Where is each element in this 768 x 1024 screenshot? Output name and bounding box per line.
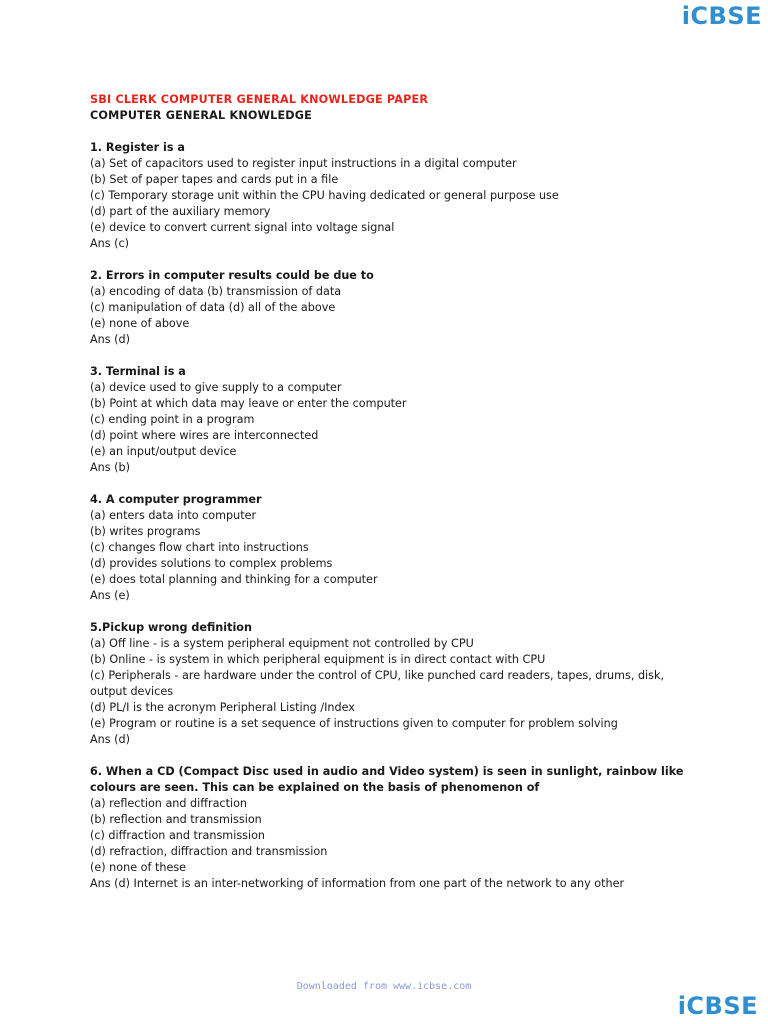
logo-text: iCBSE <box>677 992 758 1020</box>
question-stem: 6. When a CD (Compact Disc used in audio and Video system) is seen in sunlight, rainbow like colours are seen. This can be explained on the basis of phenomenon of <box>90 765 684 794</box>
answer-option: (a) Set of capacitors used to register input instructions in a digital computer <box>90 157 517 170</box>
answer-key: Ans (e) <box>90 589 130 602</box>
question-block <box>90 364 700 476</box>
answer-key: Ans (b) <box>90 461 130 474</box>
question-block <box>90 268 700 348</box>
answer-key: Ans (d) Internet is an inter-networking of information from one part of the network to any other <box>90 877 625 890</box>
answer-option: (a) enters data into computer <box>90 509 257 522</box>
paper-subtitle: COMPUTER GENERAL KNOWLEDGE <box>90 109 313 122</box>
question-stem: 2. Errors in computer results could be due to <box>90 269 374 282</box>
answer-option: (b) Online - is system in which peripheral equipment is in direct contact with CPU <box>90 653 546 666</box>
answer-option: (d) provides solutions to complex problems <box>90 557 333 570</box>
answer-option: (d) point where wires are interconnected <box>90 429 319 442</box>
answer-option: (c) ending point in a program <box>90 413 255 426</box>
question-block <box>90 620 700 748</box>
answer-option: (a) encoding of data (b) transmission of data <box>90 285 342 298</box>
answer-option: (e) none of these <box>90 861 187 874</box>
answer-option: (e) none of above <box>90 317 190 330</box>
answer-key: Ans (c) <box>90 237 130 250</box>
answer-option: (c) changes flow chart into instructions <box>90 541 309 554</box>
answer-option: (e) Program or routine is a set sequence of instructions given to computer for problem solving <box>90 717 618 730</box>
question-stem: 5.Pickup wrong definition <box>90 621 252 634</box>
icbse-logo-top <box>682 4 762 28</box>
question-stem: 3. Terminal is a <box>90 365 186 378</box>
question-list <box>90 140 700 892</box>
paper-title: SBI CLERK COMPUTER GENERAL KNOWLEDGE PAPER <box>90 93 429 106</box>
answer-option: (a) device used to give supply to a computer <box>90 381 342 394</box>
answer-option: (d) refraction, diffraction and transmission <box>90 845 328 858</box>
answer-key: Ans (d) <box>90 333 130 346</box>
answer-option: (d) PL/I is the acronym Peripheral Listing /Index <box>90 701 355 714</box>
logo-text: iCBSE <box>681 2 762 30</box>
question-block <box>90 140 700 252</box>
answer-option: (e) an input/output device <box>90 445 237 458</box>
answer-option: (a) Off line - is a system peripheral equipment not controlled by CPU <box>90 637 474 650</box>
document-body <box>90 92 700 892</box>
answer-option: (b) reflection and transmission <box>90 813 262 826</box>
answer-option: (a) reflection and diffraction <box>90 797 248 810</box>
download-footer[interactable]: Downloaded from www.icbse.com <box>296 981 472 992</box>
answer-key: Ans (d) <box>90 733 130 746</box>
answer-option: (c) diffraction and transmission <box>90 829 266 842</box>
answer-option: (b) Set of paper tapes and cards put in a file <box>90 173 339 186</box>
answer-option: (c) Peripherals - are hardware under the control of CPU, like punched card readers, tapes, drums, disk, output devices <box>90 669 665 698</box>
answer-option: (e) device to convert current signal into voltage signal <box>90 221 395 234</box>
answer-option: (e) does total planning and thinking for a computer <box>90 573 378 586</box>
question-block <box>90 764 700 892</box>
answer-option: (d) part of the auxiliary memory <box>90 205 271 218</box>
question-stem: 1. Register is a <box>90 141 185 154</box>
answer-option: (b) Point at which data may leave or enter the computer <box>90 397 407 410</box>
question-block <box>90 492 700 604</box>
answer-option: (b) writes programs <box>90 525 201 538</box>
answer-option: (c) manipulation of data (d) all of the above <box>90 301 336 314</box>
question-stem: 4. A computer programmer <box>90 493 262 506</box>
answer-option: (c) Temporary storage unit within the CPU having dedicated or general purpose use <box>90 189 559 202</box>
icbse-logo-bottom <box>678 994 758 1018</box>
